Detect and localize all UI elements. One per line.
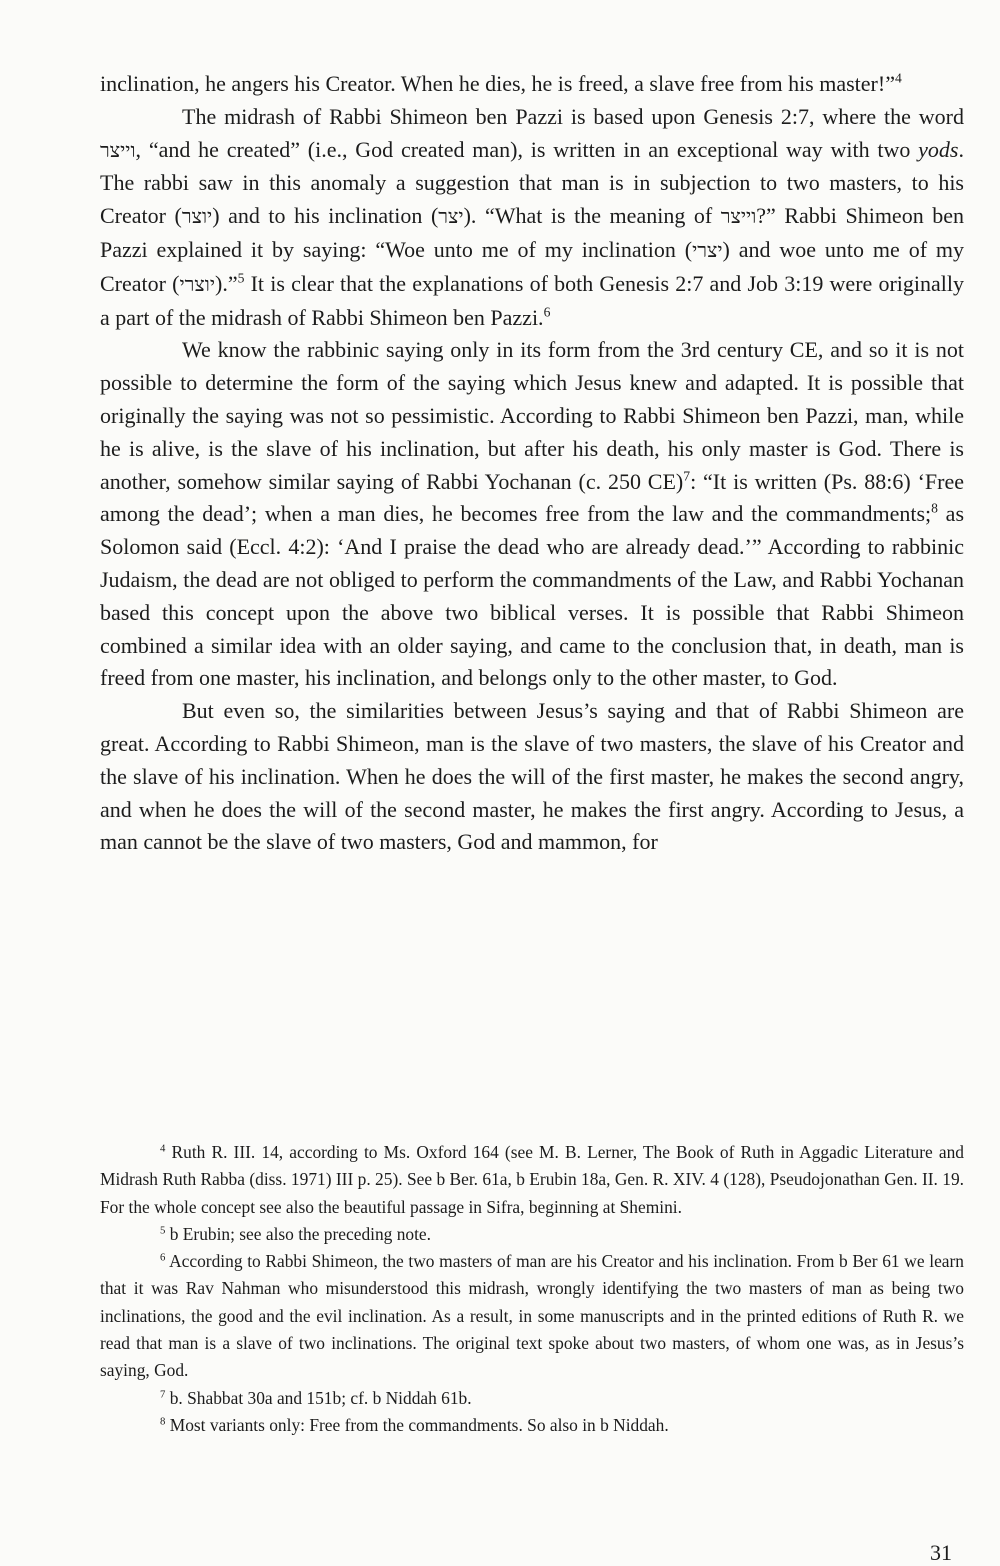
text-run: Ruth R. III. 14, according to Ms. Oxford 164 (see M. B. Lerner, The Book of Ruth in Aggadic Literature and Midrash Ruth Rabba (diss. 1971) III p. 25). See b Ber. 61a, b Erubin 18a, Gen. R. XIV. 4 (128), Pseudojonathan Gen. II. 19. For the whole concept see also the beautiful passage in Sifra, beginning at Shemini. xyxy=(100,1142,964,1217)
hebrew-word: יוצרי xyxy=(179,272,215,296)
body-paragraph xyxy=(100,101,964,335)
hebrew-word: וייצר xyxy=(100,138,136,162)
footnote-marker: 8 xyxy=(931,500,938,516)
footnote xyxy=(100,1248,964,1384)
text-run: ). “What is the meaning of xyxy=(463,203,721,229)
hebrew-word: וייצר xyxy=(720,205,757,229)
italic-term: yods xyxy=(918,136,959,162)
footnote-marker: 4 xyxy=(160,1142,166,1155)
hebrew-word: יוצר xyxy=(181,205,213,229)
hebrew-word: יצרי xyxy=(692,238,723,262)
body-paragraph xyxy=(100,695,964,859)
text-run: as Solomon said (Eccl. 4:2): ‘And I praise the dead who are already dead.’” According to rabbinic Judaism, the dead are not obliged to perform the commandments of the Law, and Rabbi Yochanan based this concept upon the above two biblical verses. It is possible that Rabbi Shimeon combined a similar idea with an older saying, and came to the conclusion that, in death, man is freed from one master, his inclination, and belongs only to the other master, to God. xyxy=(100,501,964,691)
text-run: ) and to his inclination ( xyxy=(212,203,439,229)
footnote-marker: 7 xyxy=(160,1387,166,1400)
footnote-marker: 5 xyxy=(160,1224,166,1237)
text-run: The midrash of Rabbi Shimeon ben Pazzi is based upon Genesis 2:7, where the word xyxy=(182,103,964,129)
footnote-marker: 4 xyxy=(894,70,902,86)
footnote xyxy=(100,1385,964,1412)
main-text xyxy=(100,68,964,859)
text-run: It is clear that the explanations of both Genesis 2:7 and Job 3:19 were originally a part of the midrash of Rabbi Shimeon ben Pazzi. xyxy=(100,270,965,330)
footnote xyxy=(100,1139,964,1221)
footnote-marker: 8 xyxy=(160,1415,166,1428)
footnote xyxy=(100,1412,964,1439)
footnote-marker: 6 xyxy=(543,304,551,320)
text-run: : “It is written (Ps. 88:6) ‘Free among the dead’; when a man dies, he becomes free from the law and the commandments; xyxy=(100,468,964,527)
footnote-marker: 6 xyxy=(160,1251,166,1264)
page-number: 31 xyxy=(930,1540,952,1565)
text-run: Most variants only: Free from the commandments. So also in b Niddah. xyxy=(165,1414,669,1435)
text-run: b Erubin; see also the preceding note. xyxy=(165,1223,431,1244)
footnote-marker: 7 xyxy=(683,468,691,484)
text-run: ) and woe unto me of my Creator ( xyxy=(100,236,965,296)
text-run: , “and he created” (i.e., God created man), is written in an exceptional way with two xyxy=(135,136,919,162)
text-run: b. Shabbat 30a and 151b; cf. b Niddah 61b. xyxy=(165,1387,472,1408)
text-run: . The rabbi saw in this anomaly a suggestion that man is in subjection to two masters, to his Creator ( xyxy=(100,136,964,229)
text-run: But even so, the similarities between Jesus’s saying and that of Rabbi Shimeon are great. According to Rabbi Shimeon, man is the slave of two masters, the slave of his Creator and the slave of his inclination. When he does the will of the first master, he makes the second angry, and when he does the will of the second master, he makes the first angry. According to Jesus, a man cannot be the slave of two masters, God and mammon, for xyxy=(100,698,964,855)
text-run: ).” xyxy=(215,270,238,296)
text-run: ?” Rabbi Shimeon ben Pazzi explained it by saying: “Woe unto me of my inclination ( xyxy=(100,203,965,262)
footnote xyxy=(100,1221,964,1248)
hebrew-word: יצר xyxy=(438,205,464,229)
text-run: According to Rabbi Shimeon, the two masters of man are his Creator and his inclination. From b Ber 61 we learn that it was Rav Nahman who misunderstood this midrash, wrongly identifying the two masters of man as being two inclinations, the good and the evil inclination. As a result, in some manuscripts and in the printed editions of Ruth R. we read that man is a slave of two inclinations. The original text spoke about two masters, of whom one was, as in Jesus’s saying, God. xyxy=(100,1251,964,1381)
footnote-marker: 5 xyxy=(237,270,245,286)
body-paragraph xyxy=(100,68,964,101)
text-run: We know the rabbinic saying only in its form from the 3rd century CE, and so it is not possible to determine the form of the saying which Jesus knew and adapted. It is possible that originally the saying was not so pessimistic. According to Rabbi Shimeon ben Pazzi, man, while he is alive, is the slave of his inclination, but after his death, his only master is God. There is another, somehow similar saying of Rabbi Yochanan (c. 250 CE) xyxy=(100,337,964,494)
footnotes xyxy=(100,1139,964,1439)
body-paragraph xyxy=(100,334,964,695)
text-run: inclination, he angers his Creator. When he dies, he is freed, a slave free from his master!” xyxy=(100,71,895,96)
